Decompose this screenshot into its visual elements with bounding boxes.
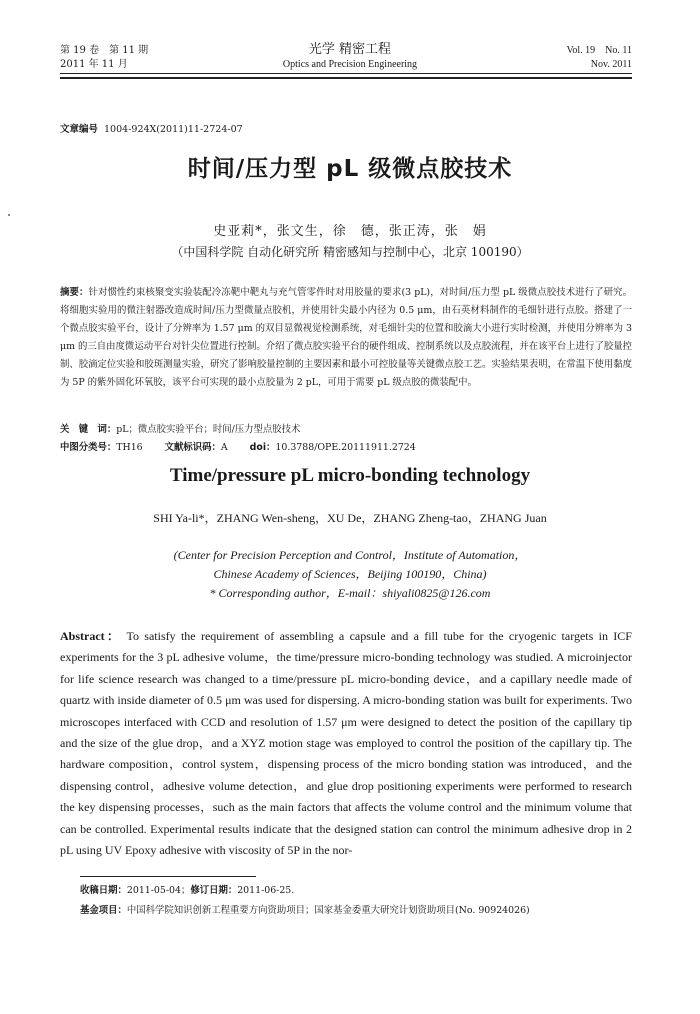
classification-line: [60, 440, 416, 456]
keywords-cn-label: 关 键 词：: [60, 424, 117, 435]
abstract-cn-label: 摘要：: [60, 287, 89, 298]
fund-value: 中国科学院知识创新工程重要方向资助项目；国家基金委重大研究计划资助项目(No. 90924026): [126, 905, 530, 916]
article-number: [60, 121, 243, 135]
journal-name-cn: 光学 精密工程: [308, 42, 392, 57]
revised-value: 2011-06-25.: [237, 885, 295, 896]
authors-cn: 史亚莉*，张文生，徐 德，张正涛，张 娟: [213, 224, 487, 239]
abstract-en-label: Abstract：: [60, 629, 122, 643]
footnote-dates: [80, 884, 640, 898]
journal-name-en: Optics and Precision Engineering: [282, 59, 418, 70]
keywords-cn-text: pL；微点胶实验平台；时间/压力型点胶技术: [116, 424, 301, 435]
affiliation-cn: （中国科学院 自动化研究所 精密感知与控制中心，北京 100190）: [171, 245, 529, 259]
footnote-fund: [80, 904, 640, 918]
affiliation-en-line2: Chinese Academy of Sciences，Beijing 100190，China): [213, 567, 487, 581]
title-en: Time/pressure pL micro-bonding technology: [169, 465, 531, 486]
clc-label: 中图分类号：: [60, 442, 117, 453]
corresponding-author: * Corresponding author，E-mail：shiyali0825@126.com: [209, 586, 491, 600]
authors-en: SHI Ya-li*，ZHANG Wen-sheng，XU De，ZHANG Zheng-tao，ZHANG Juan: [153, 511, 547, 525]
article-number-label: 文章编号: [60, 124, 99, 135]
abstract-en: [60, 626, 632, 861]
doc-code-value: A: [220, 442, 228, 453]
received-label: 收稿日期：: [80, 885, 127, 896]
doi-value: 10.3788/OPE.20111911.2724: [275, 442, 416, 453]
received-value: 2011-05-04；: [126, 885, 191, 896]
doc-code-label: 文献标识码：: [164, 442, 221, 453]
fund-label: 基金项目：: [80, 905, 127, 916]
header-issue-en: [566, 44, 632, 72]
title-cn: 时间/压力型 pL 级微点胶技术: [187, 156, 513, 182]
abstract-en-text: To satisfy the requirement of assembling a capsule and a fill tube for the cryogenic targets in ICF experiments for the 3 pL adhesive volume，the time/pressure micro-bonding technology was studied. A microinjector for life science research was changed to a time/pressure pL micro-bonding device，and a capillary needle made of quartz with inside diameter of 0.5 μm was used for dispersing. A micro-bonding station was built for experiments. Two microscopes interfaced with CCD and resolution of 1.57 μm were designed to detect the position of the capillary tip and the size of the glue drop，and a XYZ motion stage was employed to control the position of the capillary tip. The hardware composition，control system，dispensing process of the micro bonding station was introduced，and the dispensing control，adhesive volume detection，and glue drop positioning experiments were performed to research the key dispensing processes，such as the main factors that affects the volume control and the minimum volume that can be controlled. Experimental results indicate that the designed station can control the minimum adhesive drop in 2 pL using UV Epoxy adhesive with viscosity of 5P in the nor-: [60, 629, 632, 858]
abstract-cn: [60, 284, 632, 392]
affiliation-en: [0, 546, 700, 603]
affiliation-en-line1: (Center for Precision Perception and Control，Institute of Automation，: [173, 548, 527, 562]
article-number-value: 1004-924X(2011)11-2724-07: [104, 124, 243, 135]
date-en: Nov. 2011: [590, 59, 632, 70]
abstract-cn-text: 针对惯性约束核聚变实验装配冷冻靶中靶丸与充气管零件时对用胶量的要求(3 pL)，对时间/压力型 pL 级微点胶技术进行了研究。将细胞实验用的微注射器改造成时间/压力型微量点胶机，并使用针尖最小内径为 0.5 μm，由石英材料制作的毛细针进行点胶。搭建了一个微点胶实验平台，设计了分辨率为 1.57 μm 的双目显微视觉检测系统，对毛细针尖的位置和胶滴大小进行实时检测，并使用分辨率为 3 μm 的三自由度微运动平台对针尖位置进行控制。介绍了微点胶实验平台的硬件组成、控制系统以及点胶流程，并在该平台上进行了胶量控制、胶滴定位实验和胶斑测量实验，研究了影响胶量控制的主要因素和最小可控胶量等关键微点胶工艺。实验结果表明，在常温下使用黏度为 5P 的紫外固化环氧胶，该平台可实现的最小点胶量为 2 pL，可用于需要 pL 级点胶的微装配中。: [60, 287, 632, 388]
header-rule-top: [60, 73, 632, 74]
keywords-cn: [60, 422, 300, 438]
revised-label: 修订日期：: [190, 885, 238, 896]
margin-mark: [8, 214, 10, 216]
footnote-rule: [80, 876, 256, 877]
volume-issue-en: Vol. 19 No. 11: [566, 45, 632, 56]
date-cn: 2011 年 11 月: [60, 59, 128, 70]
volume-issue-cn: 第 19 卷 第 11 期: [60, 45, 149, 56]
doi-label: doi：: [249, 442, 276, 453]
header-rule-bottom: [60, 77, 632, 79]
clc-value: TH16: [116, 442, 143, 453]
